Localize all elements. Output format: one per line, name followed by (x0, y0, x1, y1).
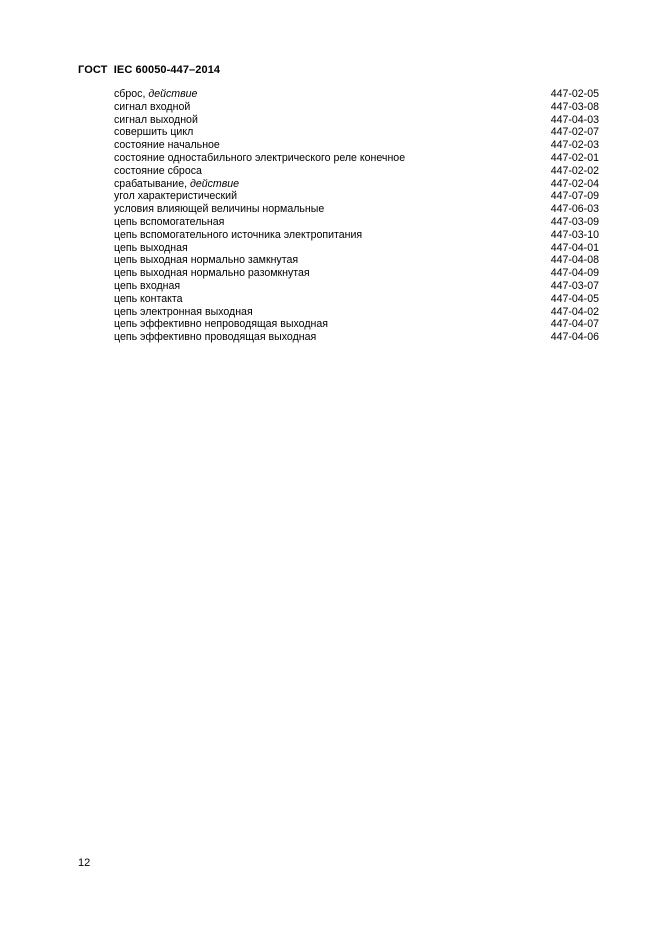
index-code: 447-02-02 (550, 164, 599, 177)
index-term (114, 203, 324, 216)
term-text: состояние одностабильного электрического реле конечное (114, 151, 406, 164)
index-term (114, 190, 237, 203)
index-term (114, 267, 310, 280)
index-term (114, 139, 220, 152)
index-code: 447-06-03 (550, 203, 599, 216)
index-row (114, 101, 599, 114)
term-text: цепь контакта (114, 292, 183, 305)
index-row (114, 331, 599, 344)
index-row (114, 267, 599, 280)
term-text: угол характеристический (114, 190, 237, 203)
term-text: цепь вспомогательного источника электропитания (114, 228, 363, 241)
term-text: цепь выходная (114, 241, 188, 254)
term-text: срабатывание, (114, 177, 190, 190)
term-text: сигнал выходной (114, 113, 198, 126)
index-term (114, 88, 197, 101)
index-code: 447-04-07 (550, 318, 599, 331)
index-row (114, 318, 599, 331)
index-code: 447-02-03 (550, 139, 599, 152)
index-code: 447-03-10 (550, 228, 599, 241)
term-text: цепь электронная выходная (114, 305, 253, 318)
index-row (114, 229, 599, 242)
index-row (114, 114, 599, 127)
term-text: цепь входная (114, 279, 181, 292)
term-text: цепь эффективно непроводящая выходная (114, 318, 328, 331)
index-code: 447-02-07 (550, 126, 599, 139)
index-row (114, 242, 599, 255)
index-code: 447-04-06 (550, 331, 599, 344)
index-row (114, 203, 599, 216)
index-term (114, 216, 224, 229)
index-term (114, 126, 193, 139)
alphabetical-index (114, 88, 599, 344)
term-text: цепь выходная нормально замкнутая (114, 254, 299, 267)
index-code: 447-07-09 (550, 190, 599, 203)
index-term (114, 152, 405, 165)
term-text: состояние начальное (114, 139, 220, 152)
index-row (114, 293, 599, 306)
term-qualifier: действие (148, 88, 198, 100)
index-code: 447-02-01 (550, 151, 599, 164)
term-text: условия влияющей величины нормальные (114, 203, 325, 216)
page-number: 12 (78, 857, 91, 869)
index-term (114, 331, 316, 344)
index-row (114, 254, 599, 267)
index-term (114, 178, 239, 191)
index-row (114, 190, 599, 203)
index-code: 447-04-01 (550, 241, 599, 254)
document-header: ГОСТ IEC 60050-447–2014 (78, 64, 221, 76)
index-row (114, 306, 599, 319)
index-term (114, 114, 198, 127)
index-row (114, 216, 599, 229)
index-term (114, 280, 180, 293)
index-row (114, 139, 599, 152)
index-term (114, 242, 188, 255)
index-term (114, 306, 253, 319)
index-term (114, 101, 190, 114)
term-text: цепь вспомогательная (114, 215, 225, 228)
index-code: 447-02-05 (550, 88, 599, 100)
index-code: 447-04-05 (550, 292, 599, 305)
term-qualifier: действие (189, 177, 240, 190)
index-term (114, 254, 298, 267)
index-term (114, 229, 362, 242)
index-code: 447-03-08 (550, 100, 599, 113)
index-code: 447-04-09 (550, 267, 599, 280)
index-code: 447-03-09 (550, 215, 599, 228)
index-term (114, 165, 202, 178)
term-text: сброс, (114, 88, 149, 100)
index-code: 447-02-04 (550, 177, 599, 190)
index-code: 447-03-07 (550, 279, 599, 292)
index-term (114, 318, 328, 331)
index-row (114, 126, 599, 139)
index-code: 447-04-03 (550, 113, 599, 126)
index-row (114, 178, 599, 191)
index-term (114, 293, 183, 306)
term-text: состояние сброса (114, 164, 202, 177)
term-text: совершить цикл (114, 126, 194, 139)
index-row (114, 152, 599, 165)
term-text: цепь выходная нормально разомкнутая (114, 267, 310, 280)
term-text: сигнал входной (114, 100, 191, 113)
index-row (114, 165, 599, 178)
index-row (114, 280, 599, 293)
index-row (114, 88, 599, 101)
index-code: 447-04-02 (550, 305, 599, 318)
index-code: 447-04-08 (550, 254, 599, 267)
term-text: цепь эффективно проводящая выходная (114, 331, 317, 344)
